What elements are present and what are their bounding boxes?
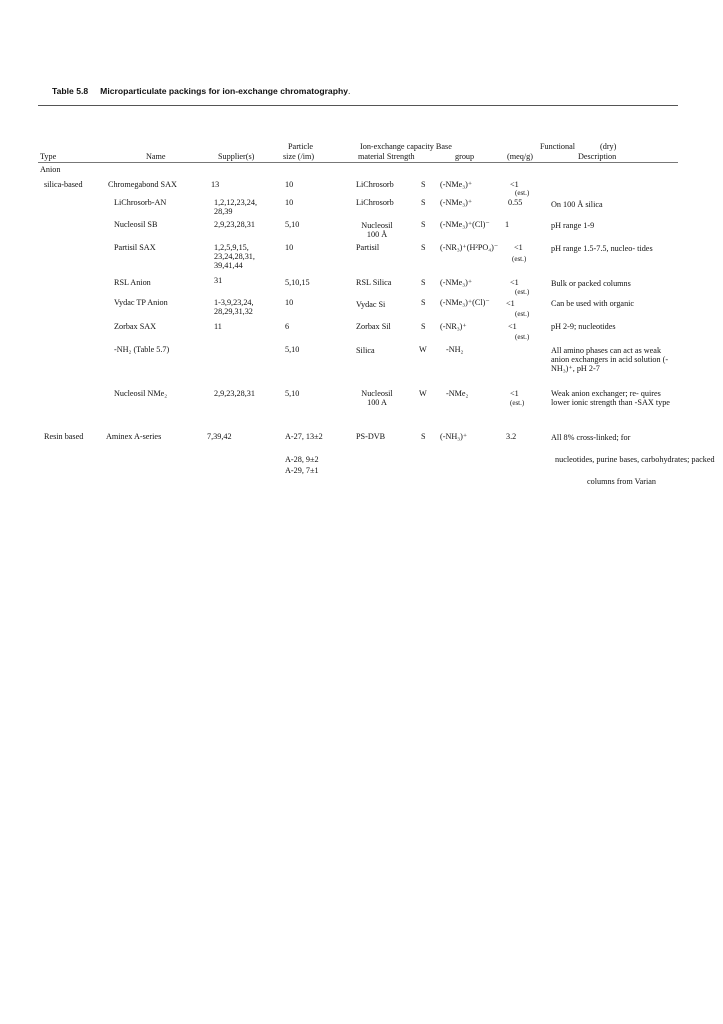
row-1-capacity: 0.55 <box>508 198 523 207</box>
header-name: Name <box>146 152 166 161</box>
row-1-size: 10 <box>285 198 294 207</box>
row-8-group: -NMe₂ <box>446 389 469 398</box>
table-number: Table 5.8 <box>52 86 89 96</box>
row-1-name: LiChrosorb-AN <box>114 198 167 207</box>
row-6-name: Zorbax SAX <box>114 322 157 331</box>
row-7-name: -NH₂ (Table 5.7) <box>114 345 170 354</box>
header-type: Type <box>40 152 57 161</box>
row-9-suppliers: 7,39,42 <box>207 432 232 441</box>
row-0-est: (est.) <box>515 189 530 197</box>
row-7-strength: W <box>419 345 427 354</box>
header-functional: Functional <box>540 142 576 151</box>
row-6-group: (-NR₃)⁺ <box>440 322 467 331</box>
table-caption <box>52 87 350 96</box>
row-0-size: 10 <box>285 180 294 189</box>
row-2-capacity: 1 <box>505 220 510 229</box>
row-1-desc: On 100 Å silica <box>551 200 603 209</box>
row-2-group: (-NMe₃)⁺(Cl)⁻ <box>440 220 490 229</box>
row-4-group: (-NMe₃)⁺ <box>440 278 473 287</box>
row-5-suppliers: 1-3,9,23,24, 28,29,31,32 <box>214 298 254 317</box>
row-3-suppliers: 1,2,5,9,15, 23,24,28,31, 39,41,44 <box>214 243 255 271</box>
row-5-material: Vydac Si <box>356 300 386 309</box>
row-2-strength: S <box>421 220 426 229</box>
row-9-material: PS-DVB <box>356 432 386 441</box>
header-particle: Particle <box>288 142 314 151</box>
row-5-name: Vydac TP Anion <box>114 298 168 307</box>
row-1-group: (-NMe₃)⁺ <box>440 198 473 207</box>
row-4-size: 5,10,15 <box>285 278 310 287</box>
row-6-desc: pH 2-9; nucleotides <box>551 322 616 331</box>
section-silica-based: silica-based <box>44 180 83 189</box>
row-0-suppliers: 13 <box>211 180 220 189</box>
row-5-strength: S <box>421 298 426 307</box>
row-1-material: LiChrosorb <box>356 198 394 207</box>
row-0-strength: S <box>421 180 426 189</box>
row-7-group: -NH₂ <box>446 345 464 354</box>
row-9-desc-2: nucleotides, purine bases, carbohydrates; packed <box>555 455 715 464</box>
header-meq: (meq/g) <box>507 152 533 161</box>
row-7-desc: All amino phases can act as weak anion exchangers in acid solution (-NH₃)⁺, pH 2-7 <box>551 346 669 374</box>
header-rule <box>38 162 678 163</box>
top-rule <box>38 105 678 106</box>
row-7-size: 5,10 <box>285 345 300 354</box>
row-4-strength: S <box>421 278 426 287</box>
row-5-group: (-NMe₃)⁺(Cl)⁻ <box>440 298 490 307</box>
row-2-desc: pH range 1-9 <box>551 221 595 230</box>
row-5-est: (est.) <box>515 310 530 318</box>
row-8-desc: Weak anion exchanger; re- quires lower ionic strength than -SAX type <box>551 389 670 408</box>
row-6-size: 6 <box>285 322 290 331</box>
row-0-material: LiChrosorb <box>356 180 394 189</box>
row-3-strength: S <box>421 243 426 252</box>
header-group: group <box>455 152 475 161</box>
row-2-suppliers: 2,9,23,28,31 <box>214 220 255 229</box>
row-3-group: (-NR₃)⁺(H²PO₄)⁻ <box>440 243 499 252</box>
row-9-name: Aminex A-series <box>106 432 162 441</box>
row-2-material: Nucleosil 100 Å <box>361 221 393 240</box>
row-7-material: Silica <box>356 346 375 355</box>
row-0-capacity: <1 <box>510 180 519 189</box>
row-4-material: RSL Silica <box>356 278 392 287</box>
row-6-strength: S <box>421 322 426 331</box>
header-dry: (dry) <box>600 142 617 151</box>
section-anion: Anion <box>40 165 61 174</box>
section-resin-based: Resin based <box>44 432 84 441</box>
row-0-name: Chromegabond SAX <box>108 180 177 189</box>
row-1-suppliers: 1,2,12,23,24, 28,39 <box>214 198 257 217</box>
row-8-suppliers: 2,9,23,28,31 <box>214 389 255 398</box>
row-4-capacity: <1 <box>510 278 519 287</box>
header-suppliers: Supplier(s) <box>218 152 255 161</box>
row-9-size-3: A-29, 7±1 <box>285 466 319 475</box>
row-2-name: Nucleosil SB <box>114 220 158 229</box>
row-8-est: (est.) <box>510 399 525 407</box>
row-9-strength: S <box>421 432 426 441</box>
row-9-capacity: 3.2 <box>506 432 517 441</box>
row-5-size: 10 <box>285 298 294 307</box>
row-3-size: 10 <box>285 243 294 252</box>
caption-period: . <box>348 86 351 96</box>
header-size: size (/im) <box>283 152 315 161</box>
header-material-strength: material Strength <box>358 152 415 161</box>
row-8-name: Nucleosil NMe₂ <box>114 389 168 398</box>
row-5-capacity: <1 <box>506 299 515 308</box>
row-8-size: 5,10 <box>285 389 300 398</box>
row-6-est: (est.) <box>515 333 530 341</box>
row-8-material: Nucleosil 100 A <box>361 389 393 408</box>
row-3-desc: pH range 1.5-7.5, nucleo- tides <box>551 244 653 253</box>
row-9-size: A-27, 13±2 <box>285 432 323 441</box>
row-3-name: Partisil SAX <box>114 243 156 252</box>
table-title: Microparticulate packings for ion-exchange chromatography <box>100 86 348 96</box>
row-3-est: (est.) <box>512 255 527 263</box>
row-1-strength: S <box>421 198 426 207</box>
row-6-suppliers: 11 <box>214 322 222 331</box>
row-0-group: (-NMe₃)⁺ <box>440 180 473 189</box>
row-9-group: (-NH₃)⁺ <box>440 432 468 441</box>
row-8-strength: W <box>419 389 427 398</box>
row-6-capacity: <1 <box>508 322 517 331</box>
row-4-est: (est.) <box>515 288 530 296</box>
row-4-desc: Bulk or packed columns <box>551 279 631 288</box>
row-3-material: Partisil <box>356 243 380 252</box>
row-4-name: RSL Anion <box>114 278 151 287</box>
row-9-size-2: A-28, 9±2 <box>285 455 319 464</box>
row-2-size: 5,10 <box>285 220 300 229</box>
row-6-material: Zorbax Sil <box>356 322 391 331</box>
header-ionex: Ion-exchange capacity Base <box>360 142 452 151</box>
row-8-capacity: <1 <box>510 389 519 398</box>
row-5-desc: Can be used with organic <box>551 299 635 308</box>
row-3-capacity: <1 <box>514 243 523 252</box>
row-9-desc: All 8% cross-linked; for <box>551 433 631 442</box>
row-9-desc-3: columns from Varian <box>587 477 656 486</box>
header-description: Description <box>578 152 617 161</box>
row-4-suppliers: 31 <box>214 276 223 285</box>
